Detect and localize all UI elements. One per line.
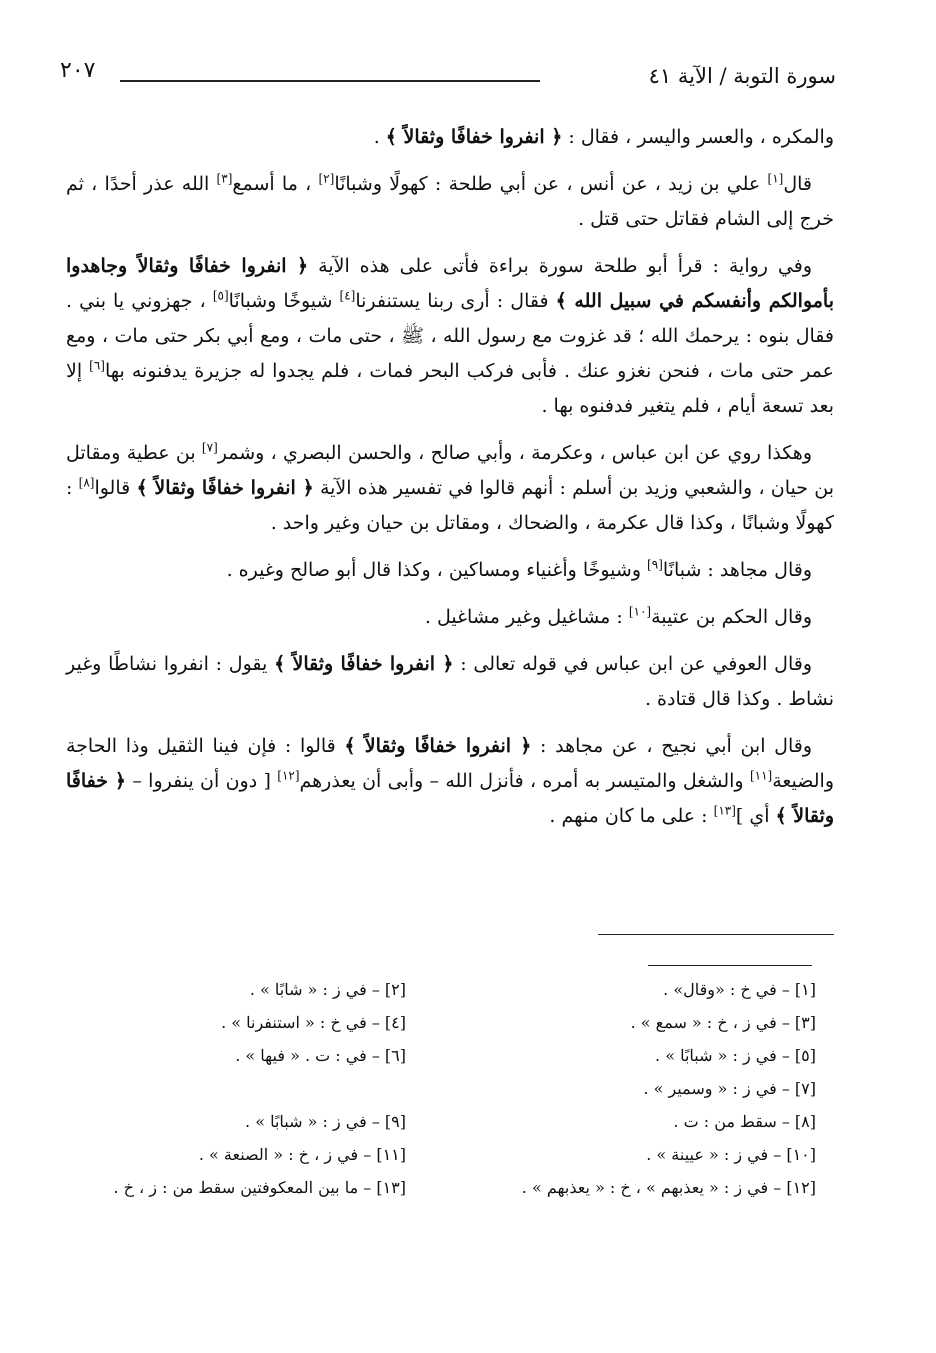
paragraph bbox=[66, 436, 834, 541]
footnote-ref: [٨] bbox=[78, 475, 95, 490]
footnote-ref: [٦] bbox=[89, 358, 105, 373]
text-run: قالوا : فإن فينا الثقيل وذا الحاجة والضيعة bbox=[66, 735, 835, 792]
footnote-row bbox=[60, 1046, 816, 1079]
paragraph bbox=[66, 249, 834, 424]
quran-quote: ﴿ انفروا خفافًا وثقالاً ﴾ bbox=[274, 653, 454, 675]
text-run: وفي رواية : قرأ أبو طلحة سورة براءة فأتى على هذه الآية bbox=[308, 255, 812, 277]
footnote: [٦] – في : ت . « فيها » . bbox=[235, 1046, 406, 1065]
quran-quote: ﴿ خفافًا وثقالاً ﴾ bbox=[66, 770, 834, 827]
text-end-rule bbox=[598, 934, 834, 935]
paragraph bbox=[66, 600, 834, 635]
footnote-ref: [٥] bbox=[212, 288, 229, 303]
footnote-separator bbox=[648, 965, 812, 966]
footnote: [١] – في خ : «وقال» . bbox=[663, 980, 816, 999]
footnotes bbox=[60, 980, 816, 1211]
footnote-ref: [١١] bbox=[749, 768, 773, 783]
paragraph bbox=[66, 120, 834, 155]
paragraph bbox=[66, 553, 834, 588]
footnote: [٨] – سقط من : ت . bbox=[673, 1112, 816, 1131]
text-run: علي بن زيد ، عن أنس ، عن أبي طلحة : كهولًا وشبانًا bbox=[334, 173, 768, 195]
footnote-row bbox=[60, 1112, 816, 1145]
text-run: ، ما أسمع bbox=[232, 173, 319, 195]
text-run: [ دون أن ينفروا – bbox=[126, 770, 278, 792]
running-title: سورة التوبة / الآية ٤١ bbox=[648, 64, 836, 88]
footnote: [٣] – في ز ، خ : « سمع » . bbox=[630, 1013, 816, 1032]
footnote-ref: [٣] bbox=[216, 171, 233, 186]
text-run: . bbox=[373, 126, 386, 148]
quran-quote: ﴿ انفروا خفافًا وثقالاً ﴾ bbox=[136, 477, 314, 499]
quran-quote: ﴿ انفروا خفافًا وثقالاً وجاهدوا بأموالكم وأنفسكم في سبيل الله ﴾ bbox=[66, 255, 835, 312]
text-run: قالوا bbox=[94, 477, 137, 499]
footnote-ref: [١٠] bbox=[628, 604, 652, 619]
footnote: [١٣] – ما بين المعكوفتين سقط من : ز ، خ . bbox=[113, 1178, 406, 1197]
text-run: : على ما كان منهم . bbox=[549, 805, 714, 827]
text-run: وقال الحكم بن عتيبة bbox=[651, 606, 812, 628]
quran-quote: ﴿ انفروا خفافًا وثقالاً ﴾ bbox=[385, 126, 563, 148]
text-run: أي ] bbox=[735, 805, 776, 827]
text-run: بن عطية ومقاتل بن حيان ، والشعبي وزيد بن أسلم : أنهم قالوا في تفسير هذه الآية bbox=[66, 442, 835, 499]
footnote-row bbox=[60, 980, 816, 1013]
footnote-ref: [٢] bbox=[318, 171, 335, 186]
page-header bbox=[60, 58, 836, 98]
text-run: : مشاغيل وغير مشاغيل . bbox=[424, 606, 629, 628]
footnote: [١٢] – في ز : « يعذبهم » ، خ : « يعذبهم » . bbox=[521, 1178, 816, 1197]
text-run: شيوخًا وشبانًا bbox=[228, 290, 340, 312]
header-rule bbox=[120, 80, 540, 82]
footnote: [٢] – في ز : « شابًا » . bbox=[249, 980, 406, 999]
footnote-ref: [١٣] bbox=[713, 803, 736, 818]
paragraph bbox=[66, 647, 834, 717]
footnote-ref: [١] bbox=[767, 171, 784, 186]
text-run: والشغل والمتيسر به أمره ، فأنزل الله – وأبى أن يعذرهم bbox=[299, 770, 750, 792]
footnote-row bbox=[60, 1178, 816, 1211]
quran-quote: ﴿ انفروا خفافًا وثقالاً ﴾ bbox=[344, 735, 532, 757]
footnote: [٥] – في ز : « شبابًا » . bbox=[655, 1046, 816, 1065]
paragraph bbox=[66, 729, 834, 834]
footnote: [٧] – في ز : « وسمير » . bbox=[643, 1079, 816, 1098]
text-run: قال bbox=[783, 173, 813, 195]
main-text bbox=[66, 120, 834, 846]
footnote-row bbox=[60, 1145, 816, 1178]
text-run: الله عذر أحدًا ، ثم خرج إلى الشام فقاتل حتى قتل . bbox=[66, 173, 834, 230]
text-run: والمكره ، والعسر واليسر ، فقال : bbox=[562, 126, 834, 148]
text-run: يقول : انفروا نشاطًا وغير نشاط . وكذا قال قتادة . bbox=[66, 653, 834, 710]
footnote: [١١] – في ز ، خ : « الصنعة » . bbox=[198, 1145, 406, 1164]
text-run: وقال العوفي عن ابن عباس في قوله تعالى : bbox=[453, 653, 812, 675]
text-run: وهكذا روي عن ابن عباس ، وعكرمة ، وأبي صالح ، والحسن البصري ، وشمر bbox=[217, 442, 812, 464]
footnote-row bbox=[60, 1013, 816, 1046]
footnote: [٤] – في خ : « استنفرنا » . bbox=[221, 1013, 406, 1032]
page-number: ٢٠٧ bbox=[60, 58, 96, 83]
footnote-ref: [٩] bbox=[647, 557, 663, 572]
footnote: [٩] – في ز : « شبابًا » . bbox=[245, 1112, 406, 1131]
text-run: وشيوخًا وأغنياء ومساكين ، وكذا قال أبو صالح وغيره . bbox=[226, 559, 648, 581]
paragraph bbox=[66, 167, 834, 237]
footnote: [١٠] – في ز : « عيينة » . bbox=[646, 1145, 816, 1164]
footnote-ref: [٧] bbox=[201, 440, 218, 455]
text-run: وقال مجاهد : شبانًا bbox=[662, 559, 812, 581]
text-run: وقال ابن أبي نجيح ، عن مجاهد : bbox=[531, 735, 813, 757]
text-run: : كهولًا وشبانًا ، وكذا قال عكرمة ، والضحاك ، ومقاتل بن حيان وغير واحد . bbox=[66, 477, 834, 534]
text-run: ، جهزوني يا بني . فقال بنوه : يرحمك الله ؛ قد غزوت مع رسول الله ، ﷺ ، حتى مات ، ومع أبي بكر حتى مات ، ومع عمر حتى مات ، فنحن نغزو عنك . فأبى فركب البحر فمات ، فلم يجدوا له جزيرة يدفنونه بها bbox=[66, 290, 834, 382]
footnote-ref: [٤] bbox=[339, 288, 356, 303]
footnote-row bbox=[60, 1079, 816, 1112]
text-run: إلا بعد تسعة أيام ، فلم يتغير فدفنوه بها . bbox=[66, 360, 834, 417]
footnote-ref: [١٢] bbox=[277, 768, 300, 783]
text-run: فقال : أرى ربنا يستنفرنا bbox=[355, 290, 556, 312]
